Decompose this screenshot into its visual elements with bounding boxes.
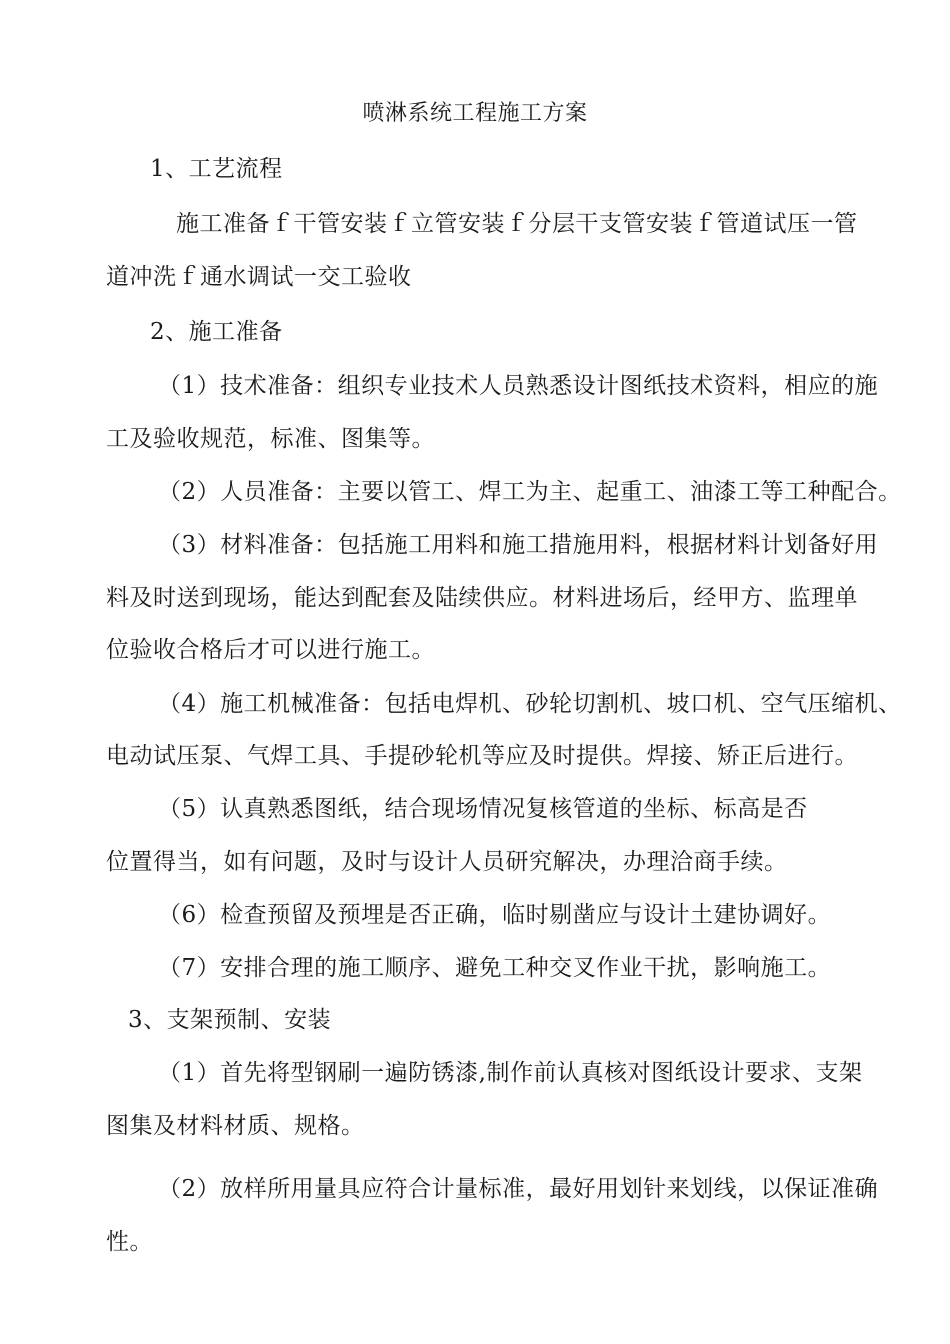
section-heading-preparation: 2、施工准备 xyxy=(150,319,283,345)
paragraph-line: （1）首先将型钢刷一遍防锈漆,制作前认真核对图纸设计要求、支架 xyxy=(158,1060,863,1086)
paragraph-line: 施工准备ｆ干管安装ｆ立管安装ｆ分层干支管安装ｆ管道试压一管 xyxy=(176,211,858,237)
paragraph-line: 图集及材料材质、规格。 xyxy=(106,1113,365,1139)
paragraph-line: 位验收合格后才可以进行施工。 xyxy=(106,637,435,663)
paragraph-line: （5）认真熟悉图纸，结合现场情况复核管道的坐标、标高是否 xyxy=(158,796,808,822)
paragraph-line: 位置得当，如有问题，及时与设计人员研究解决，办理洽商手续。 xyxy=(106,849,788,875)
paragraph-line: （1）技术准备：组织专业技术人员熟悉设计图纸技术资料，相应的施 xyxy=(158,373,879,399)
document-title: 喷淋系统工程施工方案 xyxy=(362,101,588,126)
paragraph-line: （3）材料准备：包括施工用料和施工措施用料，根据材料计划备好用 xyxy=(158,532,879,558)
paragraph-line: 性。 xyxy=(106,1229,153,1255)
paragraph-line: （2）放样所用量具应符合计量标准，最好用划针来划线，以保证准确 xyxy=(158,1176,879,1202)
section-heading-support: 3、支架预制、安装 xyxy=(128,1007,332,1033)
paragraph-line: 工及验收规范，标准、图集等。 xyxy=(106,426,435,452)
paragraph-line: 道冲洗ｆ通水调试一交工验收 xyxy=(106,264,412,290)
paragraph-line: （4）施工机械准备：包括电焊机、砂轮切割机、坡口机、空气压缩机、 xyxy=(158,691,902,717)
paragraph-line: 电动试压泵、气焊工具、手提砂轮机等应及时提供。焊接、矫正后进行。 xyxy=(106,743,858,769)
paragraph-line: （6）检查预留及预埋是否正确，临时剔凿应与设计土建协调好。 xyxy=(158,902,832,928)
section-heading-process: 1、工艺流程 xyxy=(150,156,283,182)
paragraph-line: （7）安排合理的施工顺序、避免工种交叉作业干扰，影响施工。 xyxy=(158,955,832,981)
paragraph-line: 料及时送到现场，能达到配套及陆续供应。材料进场后，经甲方、监理单 xyxy=(106,585,858,611)
paragraph-line: （2）人员准备：主要以管工、焊工为主、起重工、油漆工等工种配合。 xyxy=(158,479,902,505)
